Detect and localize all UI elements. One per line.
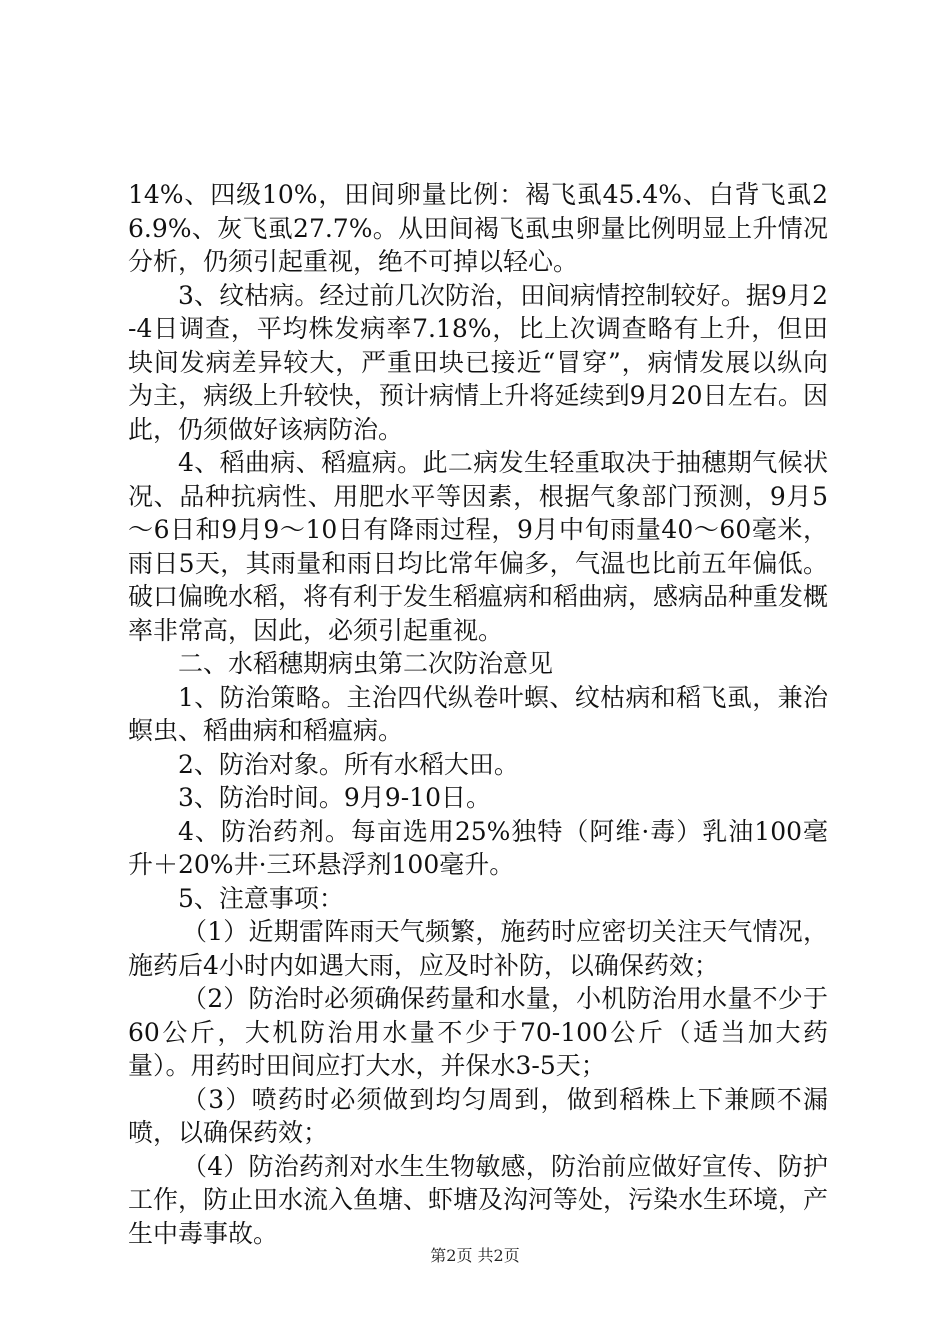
- paragraph-control-time: 3、防治时间。9月9-10日。: [178, 783, 491, 812]
- paragraph-precautions-heading: 5、注意事项：: [178, 883, 344, 913]
- paragraph-precaution-1: （1）近期雷阵雨天气频繁，施药时应密切关注天气情况，施药后4小时内如遇大雨，应及时补防，以确保药效；: [128, 917, 828, 980]
- paragraph-rice-planthopper-eggs: 14%、四级10%，田间卵量比例：褐飞虱45.4%、白背飞虱26.9%、灰飞虱27.7%。从田间褐飞虱虫卵量比例明显上升情况分析，仍须引起重视，绝不可掉以轻心。: [128, 180, 828, 276]
- page-number-footer: 第2页 共2页: [430, 1246, 520, 1265]
- paragraph-sheath-blight: 3、纹枯病。经过前几次防治，田间病情控制较好。据9月2-4日调查，平均株发病率7.18%，比上次调查略有上升，但田块间发病差异较大，严重田块已接近“冒穿”，病情发展以纵向为主，病级上升较快，预计病情上升将延续到9月20日左右。因此，仍须做好该病防治。: [128, 280, 828, 444]
- section-heading-control-advice: 二、水稻穗期病虫第二次防治意见: [178, 649, 554, 678]
- paragraph-precaution-3: （3）喷药时必须做到均匀周到，做到稻株上下兼顾不漏喷，以确保药效；: [128, 1084, 828, 1147]
- paragraph-control-pesticide: 4、防治药剂。每亩选用25%独特（阿维·毒）乳油100毫升＋20%井·三环悬浮剂100毫升。: [128, 816, 828, 879]
- paragraph-control-strategy: 1、防治策略。主治四代纵卷叶螟、纹枯病和稻飞虱，兼治螟虫、稻曲病和稻瘟病。: [128, 682, 828, 745]
- paragraph-false-smut-blast: 4、稻曲病、稻瘟病。此二病发生轻重取决于抽穗期气候状况、品种抗病性、用肥水平等因素，根据气象部门预测，9月5～6日和9月9～10日有降雨过程，9月中旬雨量40～60毫米，雨日5天，其雨量和雨日均比常年偏多，气温也比前五年偏低。破口偏晚水稻，将有利于发生稻瘟病和稻曲病，感病品种重发概率非常高，因此，必须引起重视。: [128, 448, 829, 645]
- document-body: [128, 178, 828, 1250]
- paragraph-precaution-2: （2）防治时必须确保药量和水量，小机防治用水量不少于60公斤，大机防治用水量不少于70-100公斤（适当加大药量）。用药时田间应打大水，并保水3-5天；: [128, 984, 828, 1080]
- paragraph-precaution-4: （4）防治药剂对水生生物敏感，防治前应做好宣传、防护工作，防止田水流入鱼塘、虾塘及沟河等处，污染水生环境，产生中毒事故。: [128, 1151, 829, 1248]
- paragraph-control-target: 2、防治对象。所有水稻大田。: [178, 749, 519, 779]
